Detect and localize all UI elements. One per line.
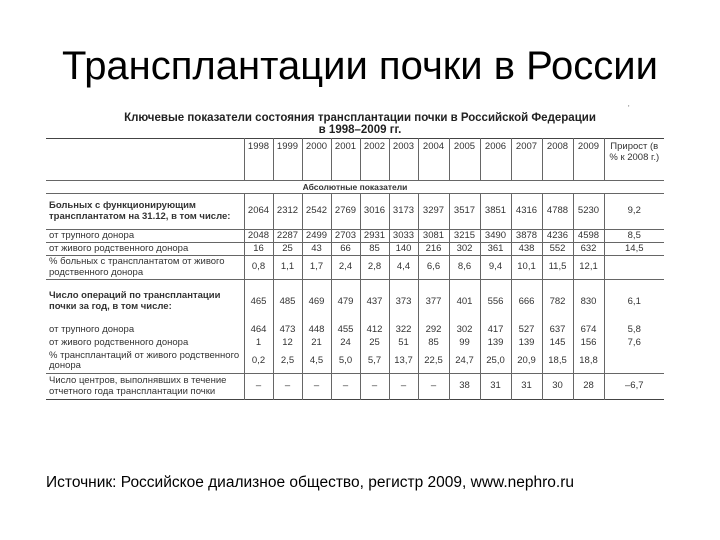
cell-value: 485 (273, 280, 302, 324)
table-row (46, 230, 664, 243)
cell-value: 5,8 (604, 324, 664, 337)
table-row (46, 337, 664, 350)
cell-value: 438 (511, 243, 542, 256)
cell-value: 782 (542, 280, 573, 324)
header-label-cell (46, 139, 244, 181)
cell-value: – (273, 374, 302, 400)
cell-value: 632 (573, 243, 604, 256)
cell-value: 8,5 (604, 230, 664, 243)
table-row (46, 350, 664, 374)
cell-value: 465 (244, 280, 273, 324)
data-table (46, 138, 664, 400)
cell-value: 0,2 (244, 350, 273, 374)
row-label: от живого родственного донора (49, 336, 189, 348)
cell-value: 4598 (573, 230, 604, 243)
cell-value: 302 (449, 243, 480, 256)
cell-value: 3016 (360, 194, 389, 230)
cell-value: 31 (511, 374, 542, 400)
row-label: от трупного донора (49, 323, 135, 335)
cell-value: 2931 (360, 230, 389, 243)
cell-value: 9,2 (604, 194, 664, 230)
cell-value: – (360, 374, 389, 400)
cell-value: 4,4 (389, 256, 418, 280)
cell-value: 25 (360, 337, 389, 350)
cell-value: 139 (511, 337, 542, 350)
cell-value: 448 (302, 324, 331, 337)
cell-value: 216 (418, 243, 449, 256)
cell-value: 2499 (302, 230, 331, 243)
cell-value: 2,4 (331, 256, 360, 280)
header-year: 2001 (331, 139, 360, 181)
cell-value: 4,5 (302, 350, 331, 374)
cell-value: 2312 (273, 194, 302, 230)
cell-value: 28 (573, 374, 604, 400)
cell-value: 38 (449, 374, 480, 400)
cell-value: 455 (331, 324, 360, 337)
cell-value: 3517 (449, 194, 480, 230)
header-year: 2004 (418, 139, 449, 181)
row-label: Число операций по трансплантации почки за год, в том числе: (46, 280, 244, 324)
row-label: от живого родственного донора (46, 243, 244, 256)
cell-value: 1,1 (273, 256, 302, 280)
row-label: % трансплантаций от живого родственного донора (49, 349, 240, 372)
table-row (46, 374, 664, 400)
cell-value: 552 (542, 243, 573, 256)
cell-value: 479 (331, 280, 360, 324)
cell-value: 2542 (302, 194, 331, 230)
cell-value: 8,6 (449, 256, 480, 280)
header-year: 2003 (389, 139, 418, 181)
cell-value: – (418, 374, 449, 400)
cell-value: 2,5 (273, 350, 302, 374)
cell-value: 16 (244, 243, 273, 256)
cell-value: 3215 (449, 230, 480, 243)
cell-value: 6,1 (604, 280, 664, 324)
cell-value: 43 (302, 243, 331, 256)
cell-value: 3851 (480, 194, 511, 230)
cell-value: 3878 (511, 230, 542, 243)
cell-value: 3297 (418, 194, 449, 230)
table-body (46, 181, 664, 400)
section-title: Абсолютные показатели (46, 181, 664, 194)
header-year: 2008 (542, 139, 573, 181)
cell-value: 20,9 (511, 350, 542, 374)
cell-value: 9,4 (480, 256, 511, 280)
cell-value: 14,5 (604, 243, 664, 256)
cell-value: 2287 (273, 230, 302, 243)
cell-value: 373 (389, 280, 418, 324)
cell-value: 2703 (331, 230, 360, 243)
cell-value: 556 (480, 280, 511, 324)
cell-value: 6,6 (418, 256, 449, 280)
header-growth: Прирост (в % к 2008 г.) (604, 139, 664, 181)
row-label: от трупного донора (46, 230, 244, 243)
cell-value: 2,8 (360, 256, 389, 280)
cell-value: 469 (302, 280, 331, 324)
cell-value: – (331, 374, 360, 400)
cell-value: 3490 (480, 230, 511, 243)
cell-value: 464 (244, 324, 273, 337)
cell-value (604, 350, 664, 374)
cell-value: 4316 (511, 194, 542, 230)
cell-value: 5230 (573, 194, 604, 230)
cell-value: 12 (273, 337, 302, 350)
cell-value: 412 (360, 324, 389, 337)
header-year: 2009 (573, 139, 604, 181)
row-label: % больных с трансплантатом от живого родственного донора (46, 256, 244, 280)
table-header-row (46, 139, 664, 181)
cell-value: 473 (273, 324, 302, 337)
cell-value: 25,0 (480, 350, 511, 374)
cell-value: 4236 (542, 230, 573, 243)
row-label: Число центров, выполнявших в течение отчетного года трансплантации почки (46, 374, 244, 400)
cell-value: –6,7 (604, 374, 664, 400)
cell-value: 140 (389, 243, 418, 256)
cell-value: 0,8 (244, 256, 273, 280)
row-label: Больных с функционирующим трансплантатом на 31.12, в том числе: (46, 194, 244, 230)
cell-value: – (389, 374, 418, 400)
cell-value: – (244, 374, 273, 400)
cell-value: 2769 (331, 194, 360, 230)
cell-value: 3081 (418, 230, 449, 243)
cell-value: 7,6 (604, 337, 664, 350)
table-row (46, 194, 664, 230)
cell-value: 25 (273, 243, 302, 256)
cell-value: 156 (573, 337, 604, 350)
cell-value: 2064 (244, 194, 273, 230)
cell-value: 85 (360, 243, 389, 256)
table-row (46, 256, 664, 280)
cell-value: 292 (418, 324, 449, 337)
cell-value: 666 (511, 280, 542, 324)
cell-value: 22,5 (418, 350, 449, 374)
cell-value: 4788 (542, 194, 573, 230)
cell-value: 18,5 (542, 350, 573, 374)
source-note: Источник: Российское диализное общество, регистр 2009, www.nephro.ru (46, 474, 575, 491)
cell-value: 31 (480, 374, 511, 400)
cell-value: 302 (449, 324, 480, 337)
stray-mark: ' (628, 104, 630, 113)
cell-value: 3173 (389, 194, 418, 230)
cell-value: 139 (480, 337, 511, 350)
cell-value: 18,8 (573, 350, 604, 374)
cell-value: 377 (418, 280, 449, 324)
data-table-container (46, 138, 664, 400)
cell-value: 13,7 (389, 350, 418, 374)
cell-value: 401 (449, 280, 480, 324)
cell-value: 24 (331, 337, 360, 350)
header-year: 2006 (480, 139, 511, 181)
cell-value: 830 (573, 280, 604, 324)
table-row (46, 324, 664, 337)
cell-value: 12,1 (573, 256, 604, 280)
cell-value: 2048 (244, 230, 273, 243)
cell-value: 1 (244, 337, 273, 350)
table-caption: Ключевые показатели состояния трансплантации почки в Российской Федерации в 1998–2009 гг. (124, 112, 596, 136)
cell-value: 437 (360, 280, 389, 324)
header-year: 2000 (302, 139, 331, 181)
header-year: 2005 (449, 139, 480, 181)
cell-value: 51 (389, 337, 418, 350)
cell-value: 322 (389, 324, 418, 337)
header-year: 1999 (273, 139, 302, 181)
cell-value (604, 256, 664, 280)
cell-value: 417 (480, 324, 511, 337)
header-year: 1998 (244, 139, 273, 181)
cell-value: 99 (449, 337, 480, 350)
cell-value: 30 (542, 374, 573, 400)
cell-value: 85 (418, 337, 449, 350)
table-row (46, 243, 664, 256)
cell-value: 527 (511, 324, 542, 337)
cell-value: 3033 (389, 230, 418, 243)
cell-value: 24,7 (449, 350, 480, 374)
cell-value: 5,7 (360, 350, 389, 374)
section-row (46, 181, 664, 194)
cell-value: 674 (573, 324, 604, 337)
header-year: 2002 (360, 139, 389, 181)
cell-value: 10,1 (511, 256, 542, 280)
cell-value: 5,0 (331, 350, 360, 374)
cell-value: 21 (302, 337, 331, 350)
cell-value: 1,7 (302, 256, 331, 280)
cell-value: – (302, 374, 331, 400)
cell-value: 145 (542, 337, 573, 350)
cell-value: 637 (542, 324, 573, 337)
cell-value: 66 (331, 243, 360, 256)
cell-value: 11,5 (542, 256, 573, 280)
slide-title: Трансплантации почки в России (62, 44, 658, 88)
header-year: 2007 (511, 139, 542, 181)
cell-value: 361 (480, 243, 511, 256)
table-row (46, 280, 664, 324)
